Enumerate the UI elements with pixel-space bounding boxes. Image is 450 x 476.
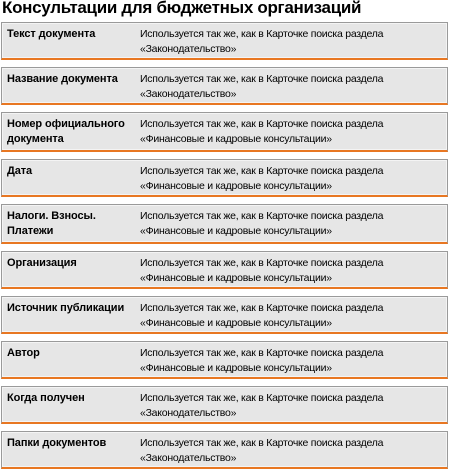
field-description bbox=[140, 27, 445, 57]
field-row-when-received bbox=[1, 386, 448, 424]
field-description-line: Используется так же, как в Карточке поиска раздела bbox=[140, 347, 384, 359]
field-description bbox=[140, 346, 445, 376]
field-name: Налоги. Взносы. Платежи bbox=[7, 210, 96, 237]
field-row-official-document-number bbox=[1, 112, 448, 152]
field-name: Когда получен bbox=[7, 392, 85, 404]
field-description-line: Используется так же, как в Карточке поиска раздела bbox=[140, 302, 384, 314]
field-description bbox=[140, 72, 445, 102]
field-description-line: Используется так же, как в Карточке поиска раздела bbox=[140, 437, 384, 449]
field-description bbox=[140, 301, 445, 331]
field-name: Номер официального документа bbox=[7, 118, 125, 145]
field-name: Автор bbox=[7, 347, 40, 359]
field-row-date bbox=[1, 159, 448, 197]
field-description-section: «Финансовые и кадровые консультации» bbox=[140, 225, 332, 237]
search-fields-table bbox=[1, 22, 448, 476]
field-name: Папки документов bbox=[7, 437, 107, 449]
field-row-document-text bbox=[1, 22, 448, 60]
field-description-line: Используется так же, как в Карточке поиска раздела bbox=[140, 73, 384, 85]
field-description-section: «Законодательство» bbox=[140, 88, 237, 100]
field-description bbox=[140, 117, 445, 147]
field-description-line: Используется так же, как в Карточке поиска раздела bbox=[140, 165, 384, 177]
field-description-line: Используется так же, как в Карточке поиска раздела bbox=[140, 28, 384, 40]
field-description-section: «Финансовые и кадровые консультации» bbox=[140, 133, 332, 145]
field-description-section: «Законодательство» bbox=[140, 407, 237, 419]
field-description bbox=[140, 391, 445, 421]
field-description-section: «Финансовые и кадровые консультации» bbox=[140, 272, 332, 284]
field-row-taxes-payments bbox=[1, 204, 448, 244]
field-row-document-folders bbox=[1, 431, 448, 469]
field-row-organization bbox=[1, 251, 448, 289]
field-name: Организация bbox=[7, 257, 77, 269]
field-row-document-name bbox=[1, 67, 448, 105]
field-description-section: «Финансовые и кадровые консультации» bbox=[140, 317, 332, 329]
field-description-line: Используется так же, как в Карточке поиска раздела bbox=[140, 257, 384, 269]
field-name: Текст документа bbox=[7, 28, 96, 40]
field-row-publication-source bbox=[1, 296, 448, 334]
field-description bbox=[140, 436, 445, 466]
field-description-line: Используется так же, как в Карточке поиска раздела bbox=[140, 118, 384, 130]
field-name: Дата bbox=[7, 165, 33, 177]
field-description-section: «Финансовые и кадровые консультации» bbox=[140, 180, 332, 192]
field-description bbox=[140, 256, 445, 286]
field-description-line: Используется так же, как в Карточке поиска раздела bbox=[140, 392, 384, 404]
field-description-section: «Законодательство» bbox=[140, 43, 237, 55]
field-description-section: «Финансовые и кадровые консультации» bbox=[140, 362, 332, 374]
field-description-line: Используется так же, как в Карточке поиска раздела bbox=[140, 210, 384, 222]
field-name: Название документа bbox=[7, 73, 118, 85]
field-description bbox=[140, 164, 445, 194]
field-name: Источник публикации bbox=[7, 302, 125, 314]
field-row-author bbox=[1, 341, 448, 379]
field-description bbox=[140, 209, 445, 239]
field-description-section: «Законодательство» bbox=[140, 452, 237, 464]
page-title: Консультации для бюджетных организаций bbox=[2, 0, 362, 17]
